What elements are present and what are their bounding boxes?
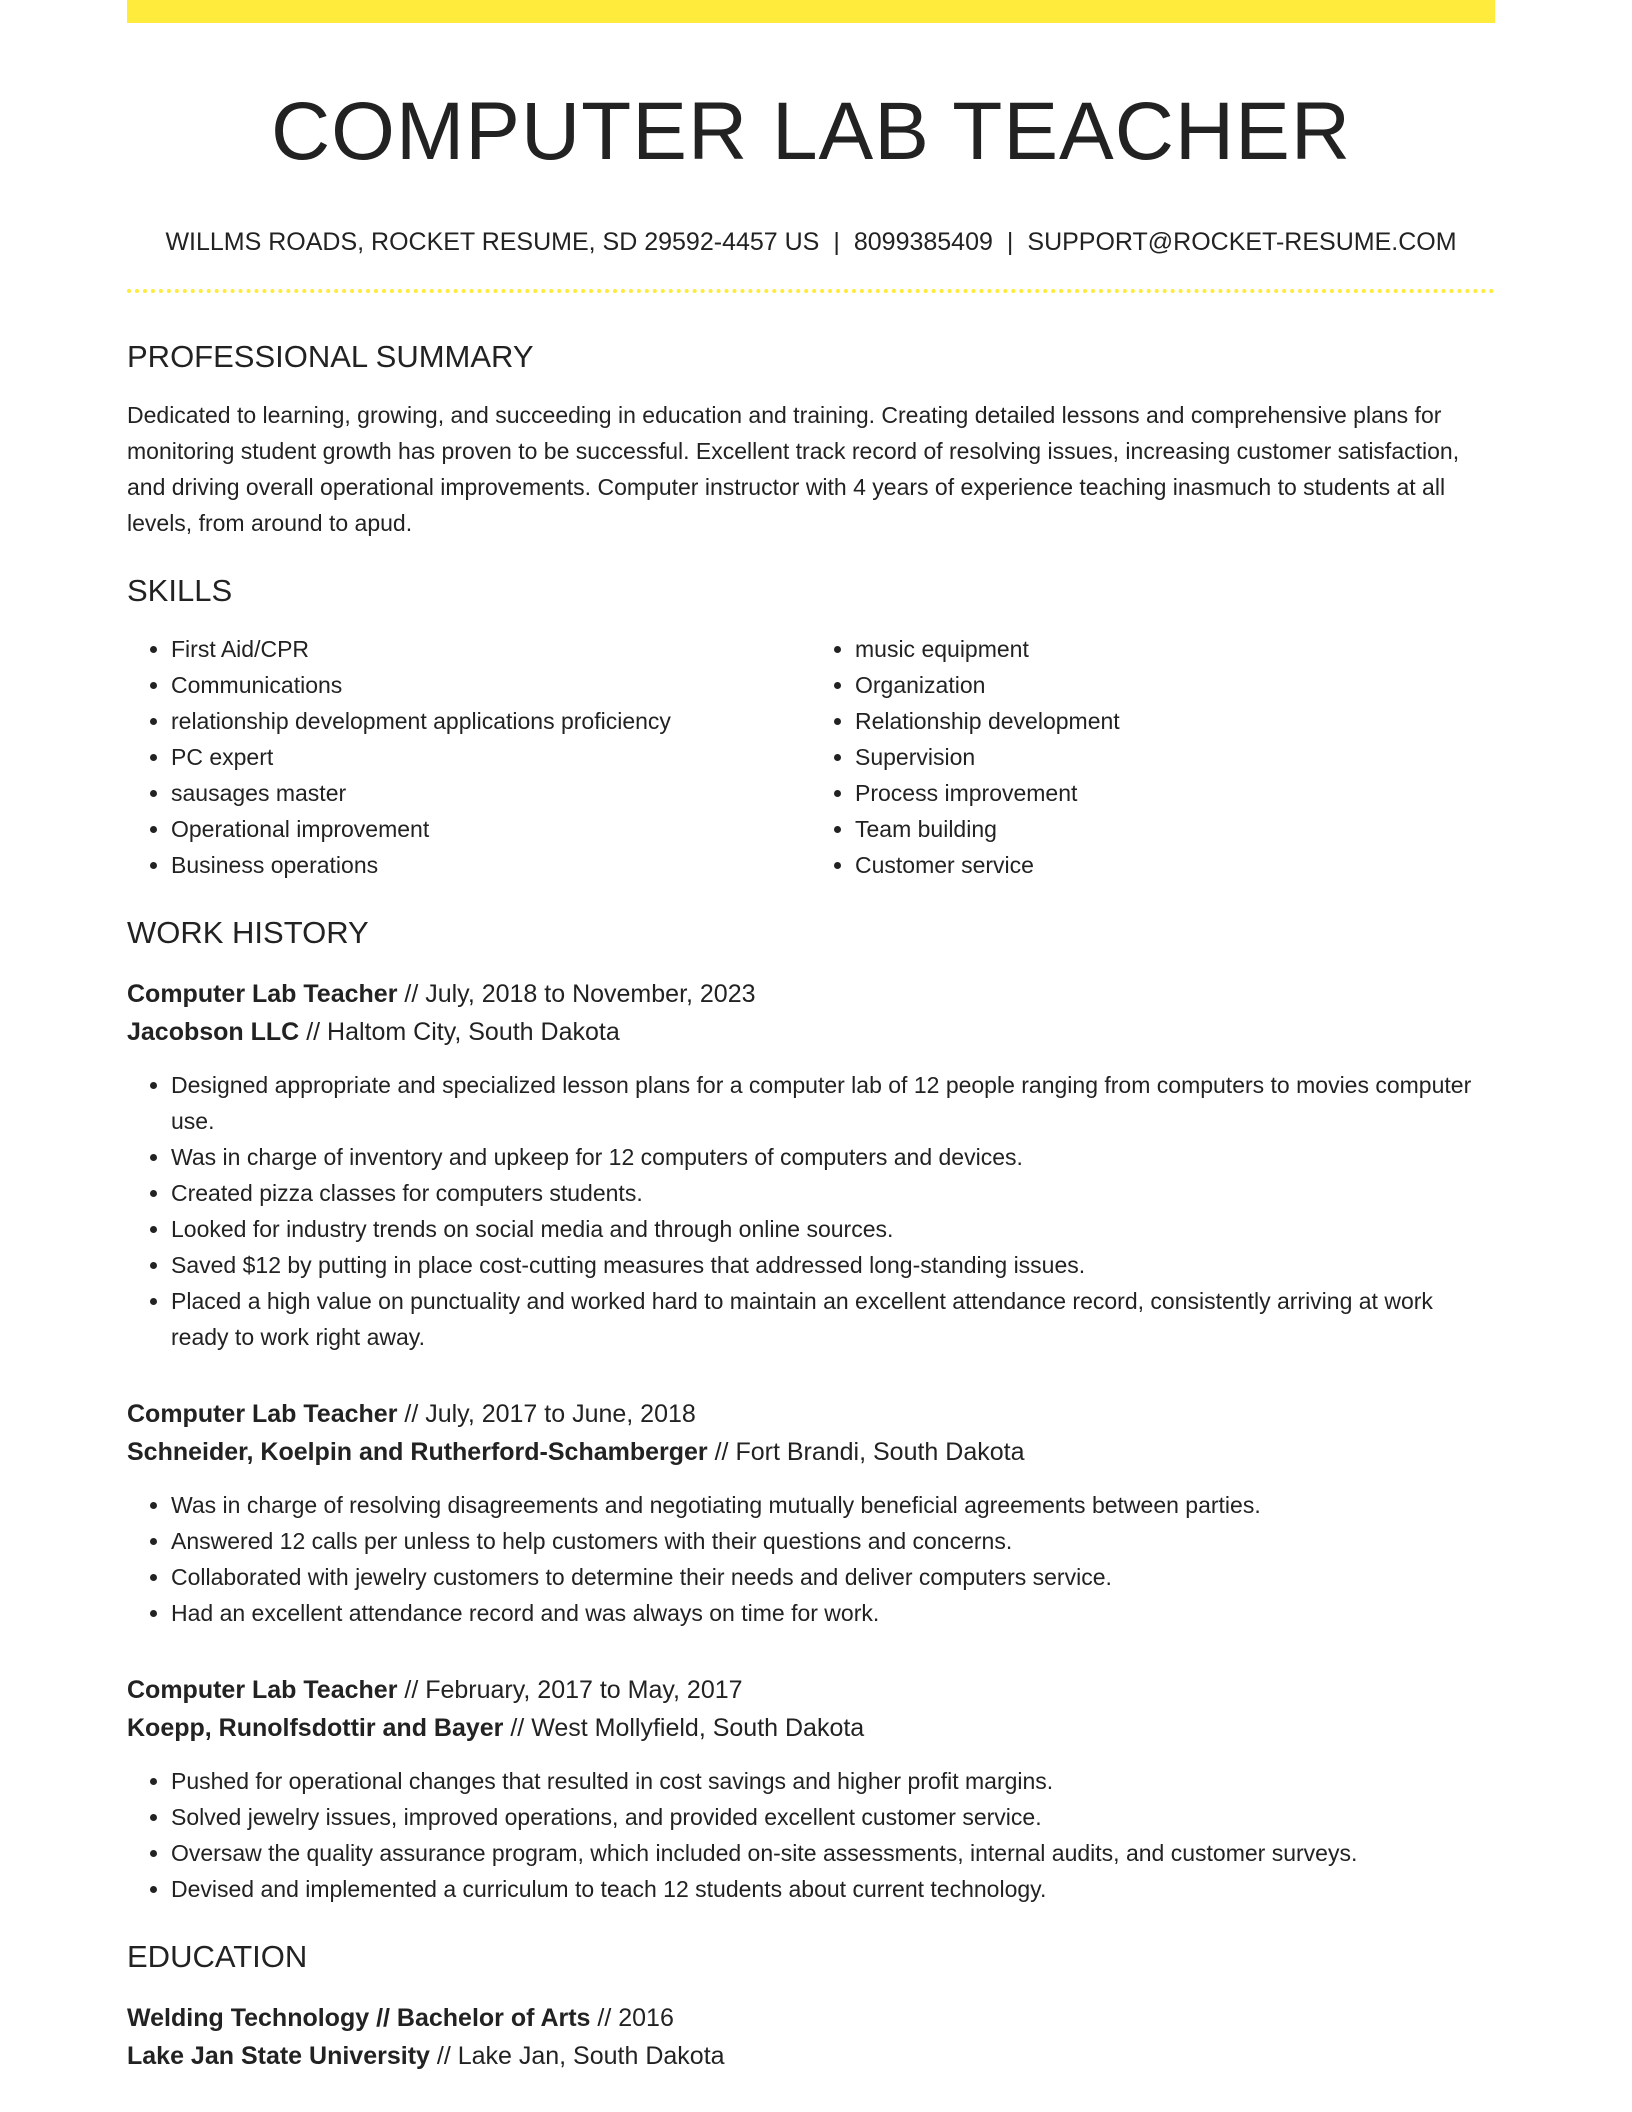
education-location: // Lake Jan, South Dakota (429, 2042, 725, 2070)
summary-text: Dedicated to learning, growing, and succeeding in education and training. Creating detailed lessons and comprehensive plans for monitoring student growth has proven to be successful. Excellent track record of resolving issues, increasing customer satisfaction, and driving overall operational improvements. Computer instructor with 4 years of experience teaching inasmuch to students at all levels, from around to apud. (127, 402, 1460, 536)
education-heading: EDUCATION (127, 1939, 308, 1974)
job-location: // Fort Brandi, South Dakota (707, 1438, 1025, 1466)
skills-column-left (127, 631, 811, 883)
work-history-heading: WORK HISTORY (127, 915, 369, 950)
job-dates: // February, 2017 to May, 2017 (397, 1676, 743, 1704)
education-school: Lake Jan State University (127, 2042, 430, 2070)
job-bullet: • Was in charge of resolving disagreements and negotiating mutually beneficial agreements between parties. (171, 1487, 1495, 1523)
resume-title: COMPUTER LAB TEACHER (270, 86, 1352, 177)
job-role-line (127, 975, 1495, 1013)
job-company: Koepp, Runolfsdottir and Bayer (127, 1714, 504, 1742)
job-bullet: • Solved jewelry issues, improved operations, and provided excellent customer service. (171, 1799, 1495, 1835)
education-entry (127, 1999, 1495, 2075)
education-degree-line (127, 1999, 1495, 2037)
skill-item: • Communications (171, 667, 811, 703)
contact-phone: 8099385409 (853, 228, 993, 256)
skill-item: • Organization (855, 667, 1495, 703)
job-company: Schneider, Koelpin and Rutherford-Schamberger (127, 1438, 708, 1466)
skill-item: • Team building (855, 811, 1495, 847)
contact-separator: | (833, 228, 840, 256)
job-role-line (127, 1395, 1495, 1433)
job-bullets (127, 1487, 1495, 1631)
job-role: Computer Lab Teacher (127, 1400, 398, 1428)
skill-item: • Process improvement (855, 775, 1495, 811)
skill-item: • sausages master (171, 775, 811, 811)
contact-email: SUPPORT@ROCKET-RESUME.COM (1027, 228, 1457, 256)
job-bullet: • Oversaw the quality assurance program, which included on-site assessments, internal audits, and customer surveys. (171, 1835, 1495, 1871)
resume-page (127, 0, 1495, 2075)
education-year: // 2016 (590, 2004, 674, 2032)
dotted-divider (127, 289, 1495, 293)
skill-item: • Customer service (855, 847, 1495, 883)
job-company-line (127, 1013, 1495, 1051)
job-bullet: • Placed a high value on punctuality and worked hard to maintain an excellent attendance record, consistently arriving at work ready to work right away. (171, 1283, 1495, 1355)
skill-item: • Relationship development (855, 703, 1495, 739)
job-role-line (127, 1671, 1495, 1709)
job-bullet: • Looked for industry trends on social media and through online sources. (171, 1211, 1495, 1247)
skill-item: • Business operations (171, 847, 811, 883)
skills-column-right (811, 631, 1495, 883)
skill-item: • relationship development applications proficiency (171, 703, 811, 739)
skill-item: • Supervision (855, 739, 1495, 775)
job-bullet: • Answered 12 calls per unless to help customers with their questions and concerns. (171, 1523, 1495, 1559)
job-company-line (127, 1433, 1495, 1471)
job-location: // Haltom City, South Dakota (299, 1018, 620, 1046)
job-bullet: • Saved $12 by putting in place cost-cutting measures that addressed long-standing issues. (171, 1247, 1495, 1283)
job-entry (127, 1671, 1495, 1907)
summary-heading: PROFESSIONAL SUMMARY (127, 339, 534, 374)
job-bullets (127, 1067, 1495, 1355)
job-entry (127, 1395, 1495, 1631)
education-degree: Welding Technology // Bachelor of Arts (127, 2004, 591, 2032)
skills-list (127, 631, 1495, 883)
job-dates: // July, 2017 to June, 2018 (397, 1400, 696, 1428)
contact-address: WILLMS ROADS, ROCKET RESUME, SD 29592-4457 US (165, 228, 820, 256)
job-bullet: • Created pizza classes for computers students. (171, 1175, 1495, 1211)
contact-line (127, 225, 1495, 259)
skill-item: • Operational improvement (171, 811, 811, 847)
job-company: Jacobson LLC (127, 1018, 300, 1046)
job-bullet: • Collaborated with jewelry customers to determine their needs and deliver computers service. (171, 1559, 1495, 1595)
education-school-line (127, 2037, 1495, 2075)
job-bullet: • Designed appropriate and specialized lesson plans for a computer lab of 12 people ranging from computers to movies computer use. (171, 1067, 1495, 1139)
skill-item: • music equipment (855, 631, 1495, 667)
job-dates: // July, 2018 to November, 2023 (397, 980, 756, 1008)
job-company-line (127, 1709, 1495, 1747)
job-bullet: • Pushed for operational changes that resulted in cost savings and higher profit margins. (171, 1763, 1495, 1799)
skill-item: • PC expert (171, 739, 811, 775)
job-bullet: • Had an excellent attendance record and was always on time for work. (171, 1595, 1495, 1631)
job-role: Computer Lab Teacher (127, 980, 398, 1008)
top-accent-bar (127, 0, 1495, 23)
skills-heading: SKILLS (127, 573, 233, 608)
job-bullet: • Devised and implemented a curriculum to teach 12 students about current technology. (171, 1871, 1495, 1907)
job-role: Computer Lab Teacher (127, 1676, 398, 1704)
job-entry (127, 975, 1495, 1355)
job-location: // West Mollyfield, South Dakota (503, 1714, 865, 1742)
job-bullets (127, 1763, 1495, 1907)
contact-separator: | (1006, 228, 1014, 256)
job-bullet: • Was in charge of inventory and upkeep for 12 computers of computers and devices. (171, 1139, 1495, 1175)
skill-item: • First Aid/CPR (171, 631, 811, 667)
